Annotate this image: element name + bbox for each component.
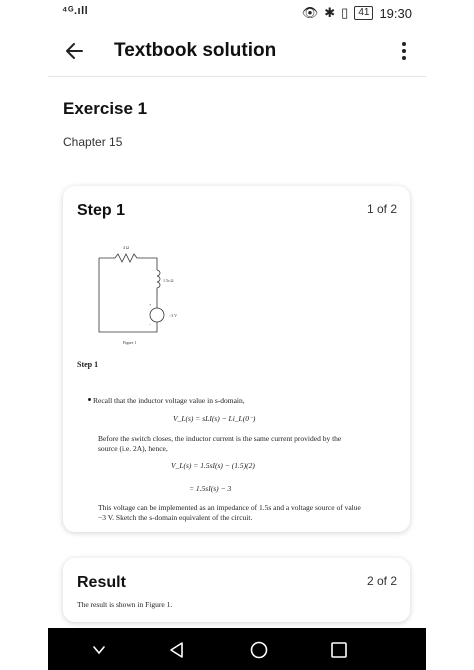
inductor-label: 1.5s Ω (163, 278, 174, 283)
source-label: −3 V (169, 313, 178, 318)
chevron-down-icon[interactable] (88, 639, 110, 661)
vibrate-icon: ▯ (341, 5, 349, 20)
status-right (302, 5, 412, 21)
back-arrow-icon[interactable] (62, 38, 88, 64)
minus-label: − (149, 322, 152, 327)
circuit-figure (85, 240, 189, 344)
step-subheading: Step 1 (77, 360, 99, 369)
app-bar (48, 30, 426, 77)
system-nav-bar (48, 628, 426, 670)
battery-level: 41 (354, 6, 373, 20)
step-counter: 1 of 2 (366, 202, 397, 216)
clock: 19:30 (379, 5, 412, 21)
plus-label: + (149, 302, 152, 307)
result-text: The result is shown in Figure 1. (77, 600, 173, 609)
result-card-title: Result (77, 574, 126, 591)
result-counter: 2 of 2 (366, 574, 397, 588)
resistor-label: 4 Ω (123, 245, 129, 250)
status-bar (48, 0, 426, 26)
equation-3: = 1.5sI(s) − 3 (189, 484, 232, 493)
figure-caption: Figure 1 (123, 340, 137, 345)
step-card (63, 186, 410, 532)
more-options-icon[interactable] (400, 39, 408, 65)
bullet-text (93, 396, 373, 405)
phone-screen (48, 0, 426, 670)
signal-indicator: ⁴ᴳ.ıll (62, 5, 89, 17)
step-card-title: Step 1 (77, 202, 126, 219)
exercise-title: Exercise 1 (63, 99, 148, 118)
result-card (63, 558, 410, 622)
page-title: Textbook solution (114, 40, 277, 61)
bluetooth-icon: ✱ (324, 5, 336, 20)
chapter-label: Chapter 15 (63, 135, 123, 149)
bullet-text-content: Recall that the inductor voltage value in s-domain, (93, 396, 245, 405)
bullet-dot (88, 398, 91, 401)
equation-1: V_L(s) = sLI(s) − Li_L(0⁻) (173, 414, 256, 423)
equation-2: V_L(s) = 1.5sI(s) − (1.5)(2) (171, 461, 255, 470)
eye-icon: 👁 (301, 5, 319, 20)
home-circle-icon[interactable] (248, 639, 270, 661)
paragraph-1: Before the switch closes, the inductor current is the same current provided by the source (i.e. 2A), hence, (98, 434, 342, 453)
recents-square-icon[interactable] (328, 639, 350, 661)
back-triangle-icon[interactable] (166, 639, 188, 661)
paragraph-2: This voltage can be implemented as an impedance of 1.5s and a voltage source of value −3 V. Sketch the s-domain equivalent of the circuit. (98, 503, 361, 522)
